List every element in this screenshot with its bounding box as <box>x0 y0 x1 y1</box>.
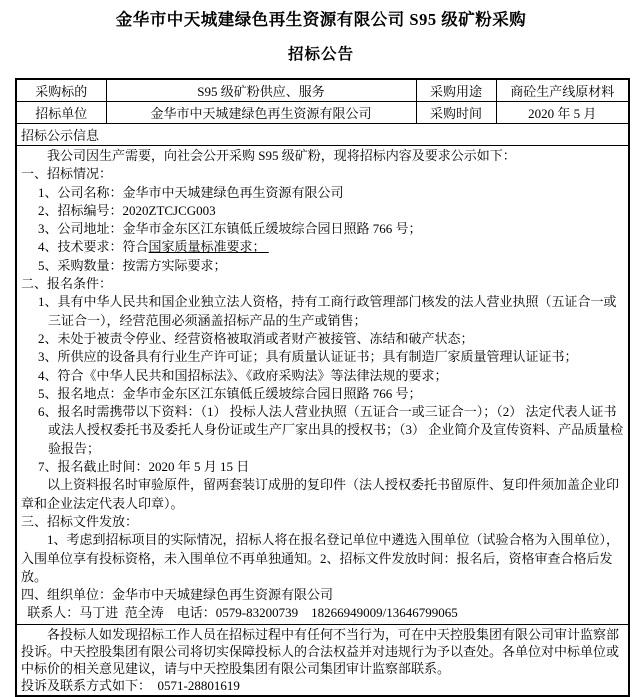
text-segment: 1、具有中华人民共和国企业独立法人资格，持有工商行政管理部门核发的法人营业执照（五证合一或三证合一），经营范围必须涵盖招标产品的生产或销售； <box>38 294 617 328</box>
text-segment: 各投标人如发现招标工作人员在招标过程中有任何不当行为，可在中天控股集团有限公司审计监察部投诉。中天控股集团有限公司将切实保障投标人的合法权益并对违规行为予以查处。各单位对中标单位或中标价的相关意见建议，请与中天控股集团有限公司集团审计监察部联系。 <box>21 626 620 676</box>
announcement-paragraph <box>21 531 624 586</box>
table-row <box>16 124 629 146</box>
purchase-time-value: 2020 年 5 月 <box>496 102 629 124</box>
tender-unit-label: 招标单位 <box>16 102 106 124</box>
text-segment: 一、招标情况： <box>21 166 113 182</box>
announcement-paragraph <box>21 604 624 622</box>
text-segment: 我公司因生产需要，向社会公开采购 S95 级矿粉，现将招标内容及要求公示如下： <box>47 148 516 163</box>
section-header-public-info: 招标公示信息 <box>16 124 629 146</box>
table-row <box>16 79 629 102</box>
page-title: 金华市中天城建绿色再生资源有限公司 S95 级矿粉采购 <box>115 10 527 29</box>
announcement-table <box>15 78 630 697</box>
underlined-text: 国家质量标准要求； <box>148 239 269 255</box>
announcement-paragraph <box>21 202 624 220</box>
announcement-paragraph <box>21 476 624 513</box>
announcement-paragraph <box>21 330 624 348</box>
announcement-paragraph <box>21 257 624 275</box>
table-row <box>16 146 629 625</box>
text-segment: 5、采购数量：按需方实际要求； <box>38 257 227 273</box>
announcement-paragraph <box>21 147 624 165</box>
text-segment: 5、报名地点：金华市金东区江东镇低丘缓坡综合园日照路 766 号； <box>38 385 422 401</box>
tender-unit-value: 金华市中天城建绿色再生资源有限公司 <box>106 102 416 124</box>
text-segment: 6、报名时需携带以下资料：（1） 投标人法人营业执照（五证合一或三证合一）；（2） 法定代表人证书或法人授权委托书及委托人身份证或生产厂家出具的授权书；（3） 企业简介及宣传资料、产品质量检验报告； <box>38 404 624 456</box>
announcement-paragraph <box>21 165 624 183</box>
purchase-subject-label: 采购标的 <box>16 79 106 102</box>
announcement-paragraph <box>21 458 624 476</box>
purchase-subject-value: S95 级矿粉供应、服务 <box>106 79 416 102</box>
text-segment: 四、组织单位：金华市中天城建绿色再生资源有限公司 <box>21 587 334 603</box>
text-segment: 3、公司地址：金华市金东区江东镇低丘缓坡综合园日照路 766 号； <box>38 221 422 237</box>
text-segment: 3、所供应的设备具有行业生产许可证；具有质量认证证书；具有制造厂家质量管理认证证书； <box>38 349 578 365</box>
text-segment: 7、报名截止时间：2020 年 5 月 15 日 <box>38 459 250 475</box>
text-segment: 投诉及联系方式如下： 0571-28801619 <box>21 677 240 693</box>
page-subtitle: 招标公告 <box>287 46 354 63</box>
text-segment: 2、未处于被责令停业、经营资格被取消或者财产被接管、冻结和破产状态； <box>38 330 474 346</box>
announcement-paragraph <box>21 220 624 238</box>
announcement-paragraph <box>21 348 624 366</box>
announcement-paragraph <box>21 586 624 604</box>
complaint-paragraph <box>21 626 624 677</box>
text-segment: 三、招标文件发放： <box>21 513 139 529</box>
text-segment: 二、报名条件： <box>21 276 113 292</box>
announcement-paragraph <box>21 293 624 330</box>
purchase-use-value: 商砼生产线原材料 <box>496 79 629 102</box>
announcement-paragraph <box>21 403 624 458</box>
table-row <box>16 102 629 124</box>
purchase-time-label: 采购时间 <box>416 102 496 124</box>
text-segment: 联系人：马丁进 范全涛 电话：0579-83200739 18266949009/13646799065 <box>24 605 458 621</box>
text-segment: 2、招标编号：2020ZTCJCG003 <box>38 202 216 218</box>
purchase-use-label: 采购用途 <box>416 79 496 102</box>
table-row <box>16 624 629 696</box>
text-segment: 以上资料报名时审验原件，留两套装订成册的复印件（法人授权委托书留原件、复印件须加盖企业印章和企业法定代表人印章）。 <box>21 477 620 511</box>
complaint-paragraph <box>21 677 624 694</box>
announcement-paragraph <box>21 367 624 385</box>
announcement-paragraph <box>21 513 624 531</box>
announcement-paragraph <box>21 275 624 293</box>
text-segment: 4、技术要求：符合 <box>38 239 149 255</box>
announcement-paragraph <box>21 385 624 403</box>
complaint-notice-cell <box>16 624 629 696</box>
text-segment: 1、考虑到招标项目的实际情况，招标人将在报名登记单位中遴选入围单位（试验合格为入围单位），入围单位享有投标资格，未入围单位不再单独通知。2、招标文件发放时间：报名后，资格审查合格后发放。 <box>21 532 620 584</box>
text-segment: 1、公司名称：金华市中天城建绿色再生资源有限公司 <box>38 184 344 200</box>
text-segment: 4、符合《中华人民共和国招标法》、《政府采购法》等法律法规的要求； <box>38 367 448 383</box>
announcement-paragraph <box>21 238 624 256</box>
announcement-body-cell <box>16 146 629 625</box>
announcement-paragraph <box>21 184 624 202</box>
